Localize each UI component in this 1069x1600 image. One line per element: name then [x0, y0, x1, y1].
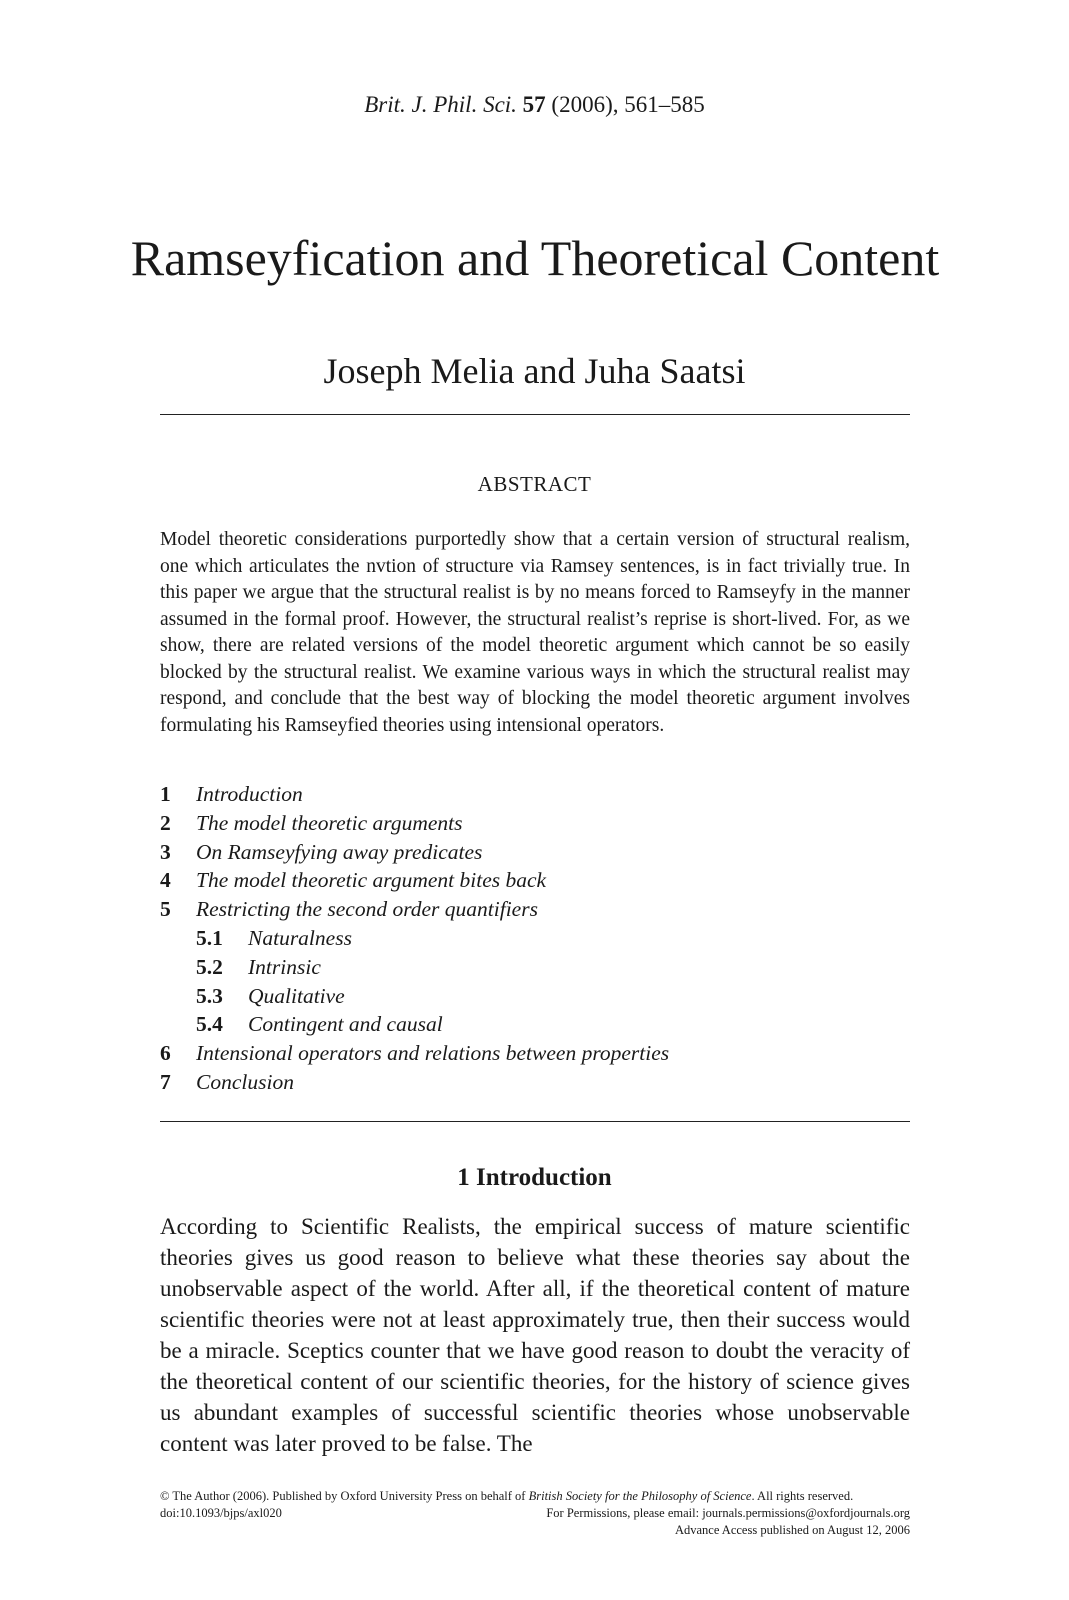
footer-permissions: For Permissions, please email: journals.permissions@oxfordjournals.org — [546, 1506, 910, 1520]
toc-label: Naturalness — [248, 925, 352, 950]
journal-reference — [0, 92, 1069, 118]
journal-volume: 57 — [522, 92, 546, 117]
footer-access-row — [160, 1522, 910, 1539]
toc-label: The model theoretic argument bites back — [196, 868, 547, 893]
toc-label: Contingent and causal — [248, 1012, 443, 1037]
toc-label: Conclusion — [196, 1069, 294, 1094]
toc-label: Intensional operators and relations between properties — [196, 1041, 670, 1066]
toc-subitem — [160, 924, 910, 953]
toc-number: 5.4 — [196, 1012, 223, 1037]
footer-doi-row — [160, 1505, 910, 1522]
toc-number: 7 — [160, 1069, 171, 1094]
toc-subitem — [160, 953, 910, 982]
toc-number: 1 — [160, 782, 171, 806]
abstract-heading: ABSTRACT — [477, 472, 592, 496]
paper-authors: Joseph Melia and Juha Saatsi — [323, 351, 746, 391]
toc-item — [160, 866, 910, 895]
paper-title: Ramseyfication and Theoretical Content — [130, 230, 940, 286]
toc-label: Restricting the second order quantifiers — [196, 897, 538, 922]
footer-copyright — [160, 1488, 853, 1505]
toc-item — [160, 1039, 910, 1068]
top-rule — [160, 414, 910, 415]
toc-number: 5.3 — [196, 983, 223, 1008]
introduction-text: According to Scientific Realists, the empirical success of mature scientific theories gives us good reason to believe what these theories say about the unobservable aspect of the world. After all, if the theoretical content of mature scientific theories were not at least approximately true, then their success would be a miracle. Sceptics counter that we have good reason to doubt the veracity of the theoretical content of our scientific theories, for the history of science gives us abundant examples of successful scientific theories whose unobservable content was later proved to be false. The — [160, 1214, 910, 1456]
toc-item — [160, 1068, 910, 1097]
society-name: British Society for the Philosophy of Science — [528, 1489, 752, 1503]
toc-number: 5 — [160, 897, 171, 922]
toc-number: 6 — [160, 1041, 171, 1066]
toc-number: 5.2 — [196, 954, 223, 979]
copyright-suffix: . All rights reserved. — [751, 1489, 854, 1503]
toc-number: 3 — [160, 839, 171, 864]
abstract-text: Model theoretic considerations purportedly show that a certain version of structural realism, one which articulates the nvtion of structure via Ramsey sentences, is in fact trivially true. In this paper we argue that the structural realist is by no means forced to Ramseyfy in the manner assumed in the formal proof. However, the structural realist’s reprise is short-lived. For, as we show, there are related versions of the model theoretic argument which cannot be so easily blocked by the structural realist. We examine various ways in which the structural realist may respond, and conclude that the best way of blocking the model theoretic argument involves formulating his Ramseyfied theories using intensional operators. — [160, 529, 910, 736]
toc-label: Intrinsic — [248, 954, 321, 979]
toc-item — [160, 838, 910, 867]
toc-label: The model theoretic arguments — [196, 810, 463, 835]
footer-advance-access: Advance Access published on August 12, 2006 — [674, 1523, 910, 1537]
bottom-rule — [160, 1121, 910, 1122]
toc-number: 4 — [160, 868, 171, 893]
toc-label: Introduction — [196, 782, 303, 806]
table-of-contents — [160, 780, 910, 1097]
toc-item — [160, 780, 910, 809]
footer-doi: doi:10.1093/bjps/axl020 — [160, 1506, 282, 1520]
toc-label: On Ramseyfying away predicates — [196, 839, 483, 864]
footer-copyright-row — [160, 1488, 910, 1505]
journal-year-pages: (2006), 561–585 — [551, 92, 705, 117]
section-heading: 1 Introduction — [457, 1164, 612, 1191]
toc-item — [160, 895, 910, 924]
toc-item — [160, 809, 910, 838]
toc-subitem — [160, 982, 910, 1011]
page-footer — [160, 1488, 910, 1539]
toc-label: Qualitative — [248, 983, 345, 1008]
toc-number: 5.1 — [196, 925, 223, 950]
journal-name: Brit. J. Phil. Sci. — [364, 92, 517, 117]
toc-subitem — [160, 1010, 910, 1039]
toc-number: 2 — [160, 810, 171, 835]
copyright-prefix: © The Author (2006). Published by Oxford University Press on behalf of — [160, 1489, 529, 1503]
